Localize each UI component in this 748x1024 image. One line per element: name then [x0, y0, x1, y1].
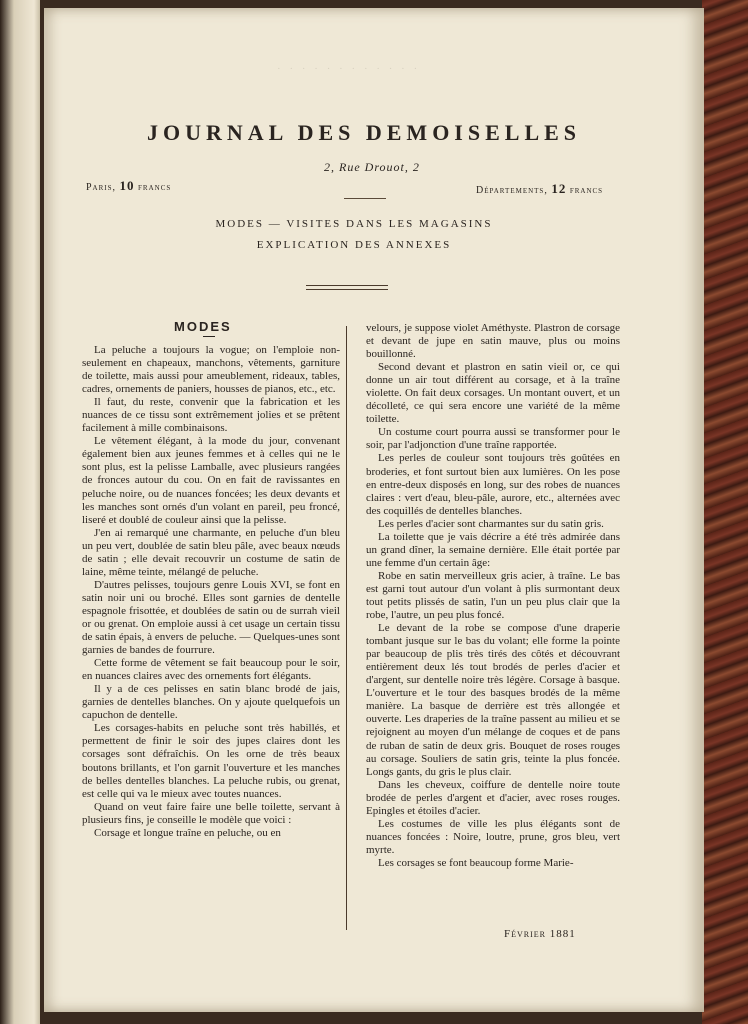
- paragraph: Les corsages-habits en peluche sont très habillés, et permettent de finir le soir des jupes claires dont les corsages sont défraîchis. On les orne de très beaux boutons brillants, et l'on garnit l'ouverture et les manches de belles dentelles blanches. La peluche rubis, ou grenat, est celle qui va le mieux avec toutes nuances.: [82, 722, 340, 800]
- paragraph: Robe en satin merveilleux gris acier, à traîne. Le bas est garni tout autour d'un volant à plis surmontant deux tout petits plissés de satin, l'un un peu plus clair que la robe, l'autre, un peu plus foncé.: [366, 569, 620, 622]
- paragraph: velours, je suppose violet Améthyste. Plastron de corsage et devant de jupe en satin mauve, plus ou moins bouillonné.: [366, 322, 620, 361]
- bleed-through-text: · · · · · · · · · · · ·: [274, 63, 418, 75]
- paragraph: La peluche a toujours la vogue; on l'emploie non-seulement en chapeaux, manchons, vêtements, garniture de toilette, mais aussi pour ameublement, rideaux, tables, cadres, ornements de paniers, housses de pianos, etc., etc.: [82, 344, 340, 396]
- paragraph: Corsage et longue traîne en peluche, ou en: [94, 826, 281, 839]
- paragraph: Les corsages se font beaucoup forme Marie-: [378, 856, 574, 869]
- paragraph: J'en ai remarqué une charmante, en peluche d'un bleu un peu vert, doublée de satin bleu pâle, avec beaux nœuds de satin ; elle devait recouvrir un costume de satin de laine, même teinte, mélangé de peluche.: [82, 526, 340, 578]
- price-paris-label: Paris,: [86, 182, 117, 193]
- price-paris-unit: francs: [138, 182, 172, 193]
- column-rule: [346, 326, 347, 930]
- price-departements-amount: 12: [551, 181, 567, 196]
- paragraph: Il faut, du reste, convenir que la fabrication et les nuances de ce tissu sont extrêmement jolies et se prêtent facilement à mille combinaisons.: [82, 396, 340, 435]
- paragraph: La toilette que je vais décrire a été très admirée dans un grand dîner, la semaine dernière. Elle était portée par une femme d'un certain âge:: [366, 530, 620, 569]
- paragraph: Les costumes de ville les plus élégants sont de nuances foncées : Noire, loutre, prune, gros bleu, vert myrte.: [366, 817, 620, 856]
- paragraph: D'autres pelisses, toujours genre Louis XVI, se font en satin noir uni ou broché. Elles sont garnies de dentelle espagnole frisottée, et doublées de satin ou de surrah vieil or ou grenat. On emploie aussi à cet usage un certain tissu de satin épais, à envers de peluche. — Quelques-unes sont garnies de bandes de fourrure.: [82, 578, 340, 657]
- paragraph: Le devant de la robe se compose d'une draperie tombant jusque sur le bas du volant; elle forme la pointe par beaucoup de plis très tirés des côtés et découvrant entièrement deux lés tout brodés de perles d'acier et d'argent, sur dentelle noire très légère. Corsage à basque. L'ouverture et le tour des basques brodés de la même manière. La basque de derrière est très allongée et ouverte. Les draperies de la traîne passent au milieu et se rejoignent au moyen d'un mélange de coques et de pans de ruban de satin de deux gris. Bouquet de roses rouges au corsage. Souliers de satin gris, teinte la plus foncée. Longs gants, du gris le plus clair.: [366, 622, 620, 778]
- section-divider: [306, 285, 388, 290]
- price-departements: [476, 181, 603, 197]
- paragraph: Dans les cheveux, coiffure de dentelle noire toute brodée de perles d'argent et d'acier, avec roses rouges. Epingles et étoiles d'acier.: [366, 778, 620, 817]
- right-column: [366, 322, 620, 870]
- price-paris-amount: 10: [119, 178, 135, 193]
- address-line: 2, Rue Drouot, 2: [324, 160, 420, 174]
- paragraph: Les perles d'acier sont charmantes sur du satin gris.: [378, 517, 604, 530]
- paragraph: Quand on veut faire faire une belle toilette, servant à plusieurs fins, je conseille le modèle que voici :: [82, 800, 340, 826]
- paragraph: Le vêtement élégant, à la mode du jour, convenant également bien aux jeunes femmes et à celles qui ne le sont plus, est la pelisse Lamballe, avec plusieurs rangées de fronces autour du cou. On en fait de ravissantes en peluche noire, ou de nuances foncées; les deux devants et les manches sont ornés d'un volant en pareil, peu froncé, liseré et doublé de couleur ainsi que la pelisse.: [82, 435, 340, 526]
- paragraph: Cette forme de vêtement se fait beaucoup pour le soir, en nuances claires avec des ornements fort élégants.: [82, 657, 340, 683]
- price-paris: [86, 178, 171, 194]
- masthead-title: JOURNAL DES DEMOISELLES: [146, 120, 582, 145]
- paragraph: Il y a de ces pelisses en satin blanc brodé de jais, garnies de dentelles blanches. On y ajoute quelquefois un capuchon de dentelle.: [82, 683, 340, 722]
- paragraph: Second devant et plastron en satin vieil or, ce qui donne un air tout différent au corsage, et à la traîne violette. On fait deux corsages. Un montant ouvert, et un décolleté, ce qui sera encore une variété de la même toilette.: [366, 361, 620, 426]
- marbled-binding: [702, 0, 748, 1024]
- price-departements-label: Départements,: [476, 185, 548, 196]
- issue-date: Février 1881: [504, 928, 576, 940]
- paragraph: Les perles de couleur sont toujours très goûtées en broderies, et font surtout bien aux lumières. On les pose en entre-deux disposés en long, sur des robes de nuances claires : vert d'eau, bleu-pâle, aurore, etc., alternées avec des coquillés de dentelles blanches.: [366, 452, 620, 517]
- left-page-edge: [0, 0, 40, 1024]
- section-heading: MODES: [174, 319, 232, 334]
- header-rule: [344, 198, 386, 199]
- heading-underline: [203, 336, 215, 337]
- topic-line-1: MODES — VISITES DANS LES MAGASINS: [215, 218, 493, 230]
- topic-line-2: EXPLICATION DES ANNEXES: [256, 239, 452, 251]
- journal-page: [44, 8, 704, 1012]
- left-column: [82, 344, 340, 840]
- price-departements-unit: francs: [569, 185, 604, 196]
- paragraph: Un costume court pourra aussi se transformer pour le soir, par l'adjonction d'une traîne rapportée.: [366, 426, 620, 452]
